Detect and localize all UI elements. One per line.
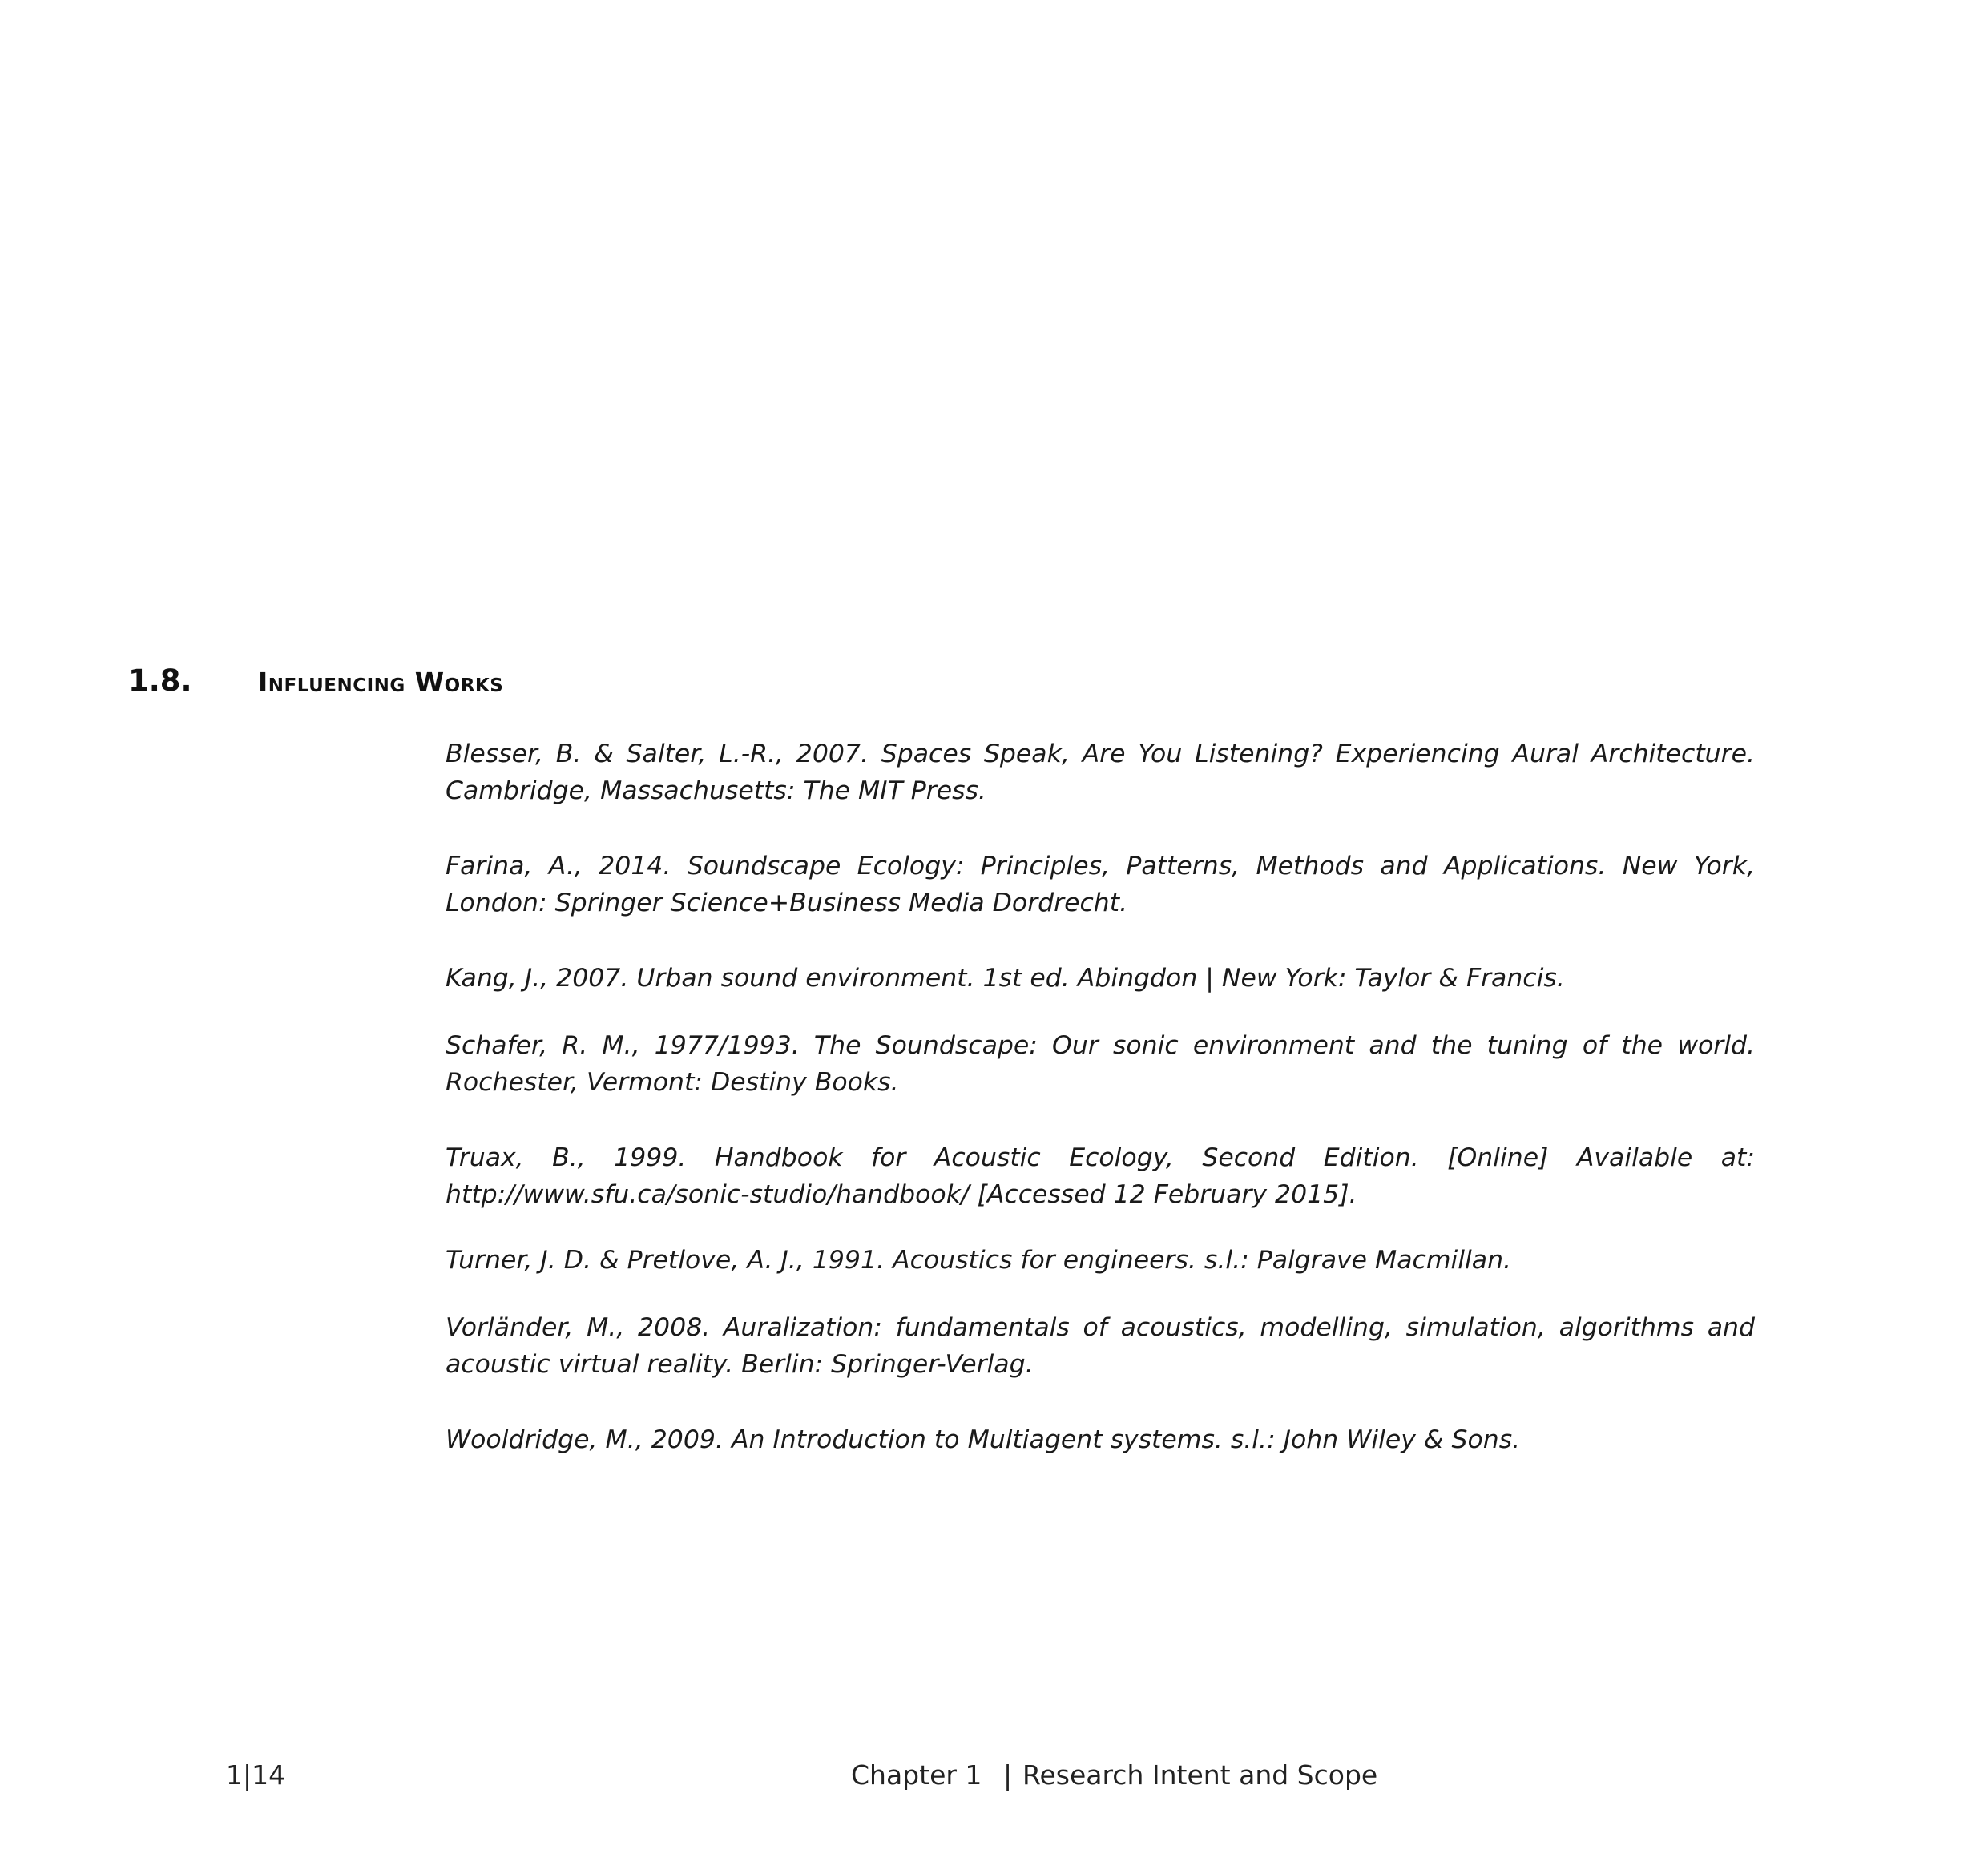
footer-chapter: Chapter 1 [851,1759,982,1791]
reference-turner: Turner, J. D. & Pretlove, A. J., 1991. Acoustics for engineers. s.l.: Palgrave Macmillan. [446,1246,1512,1275]
reference-kang: Kang, J., 2007. Urban sound environment. 1st ed. Abingdon | New York: Taylor & Francis. [446,964,1565,993]
reference-vorlander: Vorländer, M., 2008. Auralization: fundamentals of acoustics, modelling, simulation, algorithms and acoustic virtual reality. Berlin: Springer-Verlag. [446,1313,1755,1379]
footer-chapter-title: Research Intent and Scope [1022,1759,1378,1791]
reference-list [446,735,1755,1497]
reference-wooldridge: Wooldridge, M., 2009. An Introduction to Multiagent systems. s.l.: John Wiley & Sons. [446,1425,1521,1454]
reference-schafer: Schafer, R. M., 1977/1993. The Soundscape: Our sonic environment and the tuning of the world. Rochester, Vermont: Destiny Books. [446,1031,1755,1097]
section-title: Influencing Works [258,667,504,698]
reference-farina: Farina, A., 2014. Soundscape Ecology: Principles, Patterns, Methods and Applications. New York, London: Springer Science+Business Media Dordrecht. [446,852,1755,917]
reference-blesser: Blesser, B. & Salter, L.-R., 2007. Spaces Speak, Are You Listening? Experiencing Aural Architecture. Cambridge, Massachusetts: The MIT Press. [446,740,1755,805]
footer-separator: | [1003,1759,1013,1791]
section-number: 1.8. [128,663,192,698]
page-number: 1|14 [226,1759,286,1791]
reference-truax: Truax, B., 1999. Handbook for Acoustic Ecology, Second Edition. [Online] Available at: http://www.sfu.ca/sonic-studio/handbook/ [Accessed 12 February 2015]. [446,1143,1755,1209]
